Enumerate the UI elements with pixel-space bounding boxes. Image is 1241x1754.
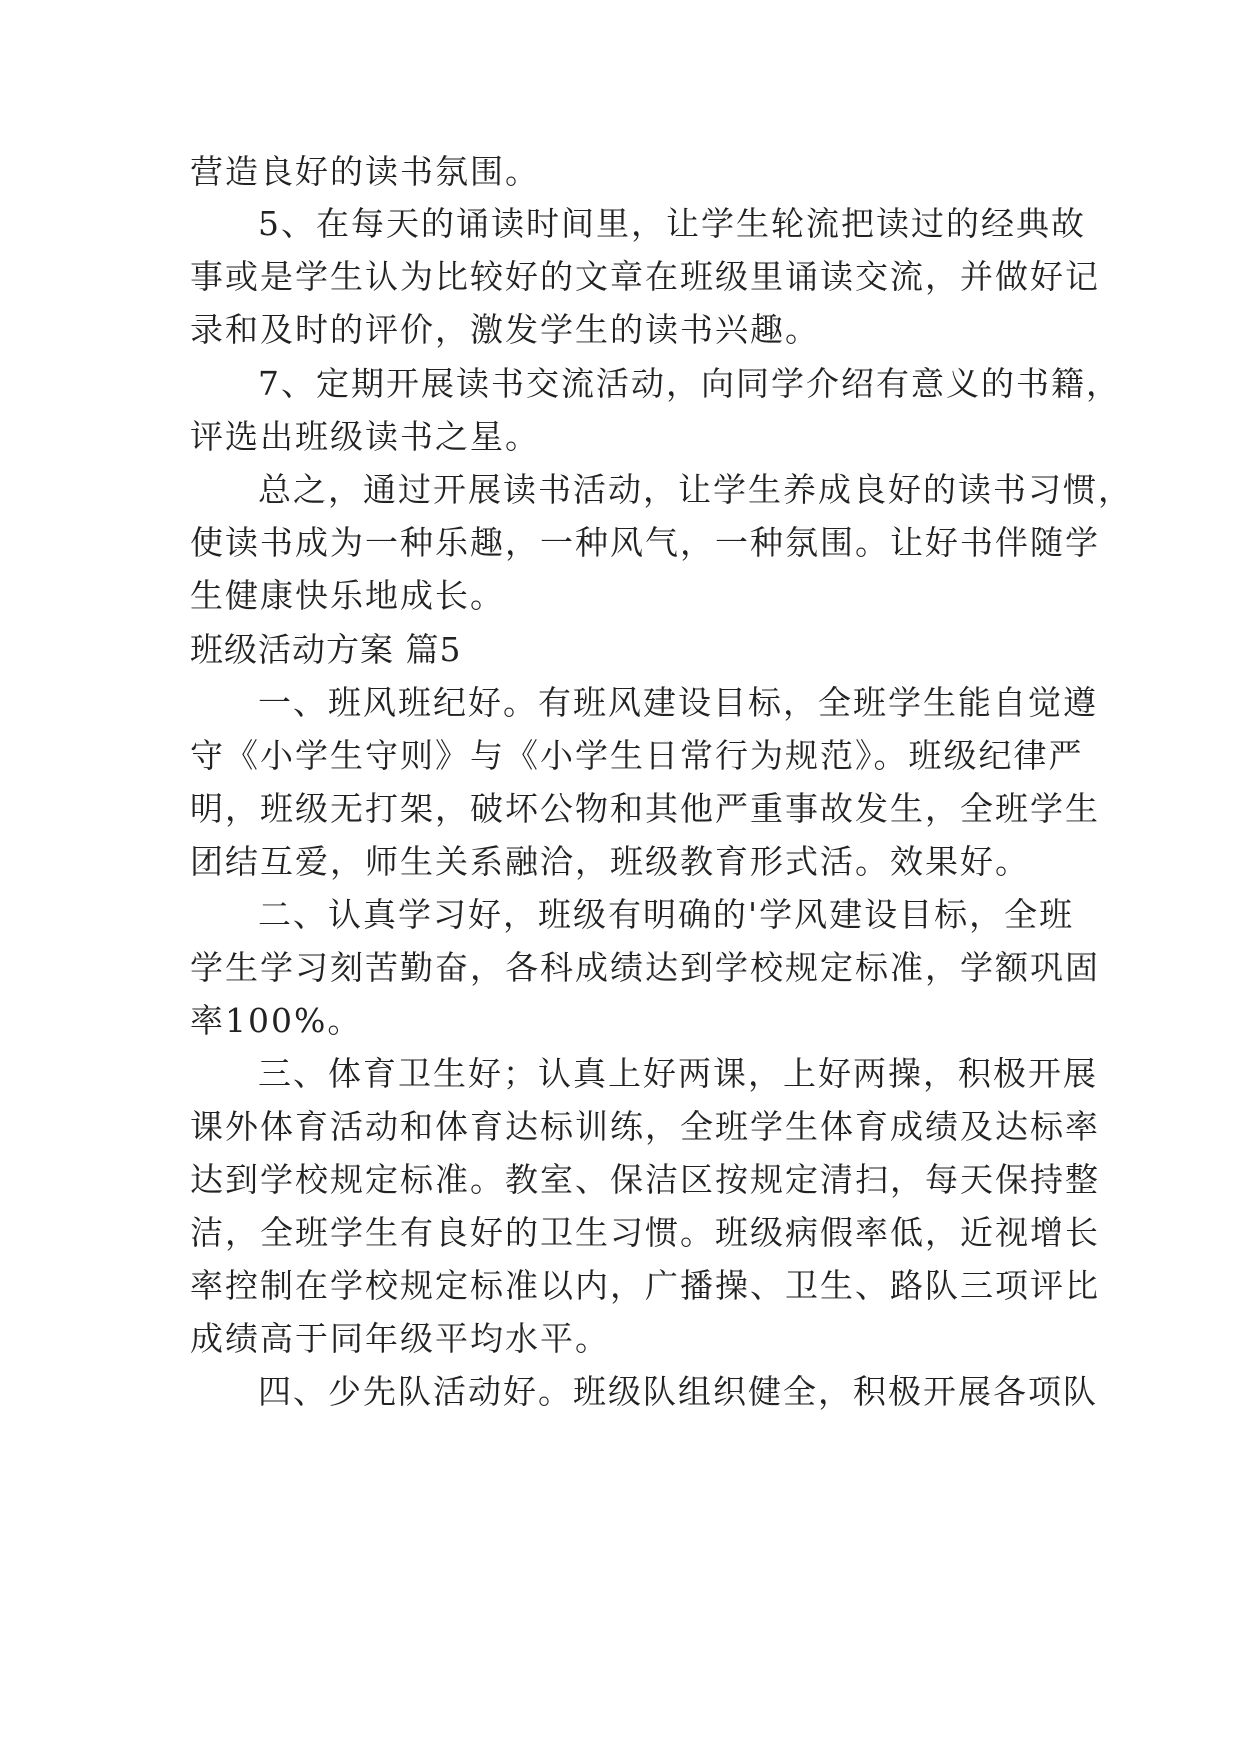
- text-line: 率控制在学校规定标准以内，广播操、卫生、路队三项评比: [190, 1266, 1100, 1305]
- text-line: 7、定期开展读书交流活动，向同学介绍有意义的书籍，: [258, 364, 1121, 403]
- text-line: 评选出班级读书之星。: [190, 417, 540, 456]
- text-line: 课外体育活动和体育达标训练，全班学生体育成绩及达标率: [190, 1107, 1100, 1146]
- text-line: 营造良好的读书氛围。: [190, 152, 540, 191]
- text-line: 二、认真学习好，班级有明确的'学风建设目标，全班: [258, 895, 1075, 934]
- text-line: 学生学习刻苦勤奋，各科成绩达到学校规定标准，学额巩固: [190, 948, 1100, 987]
- text-line: 一、班风班纪好。有班风建设目标，全班学生能自觉遵: [258, 683, 1098, 722]
- text-line: 四、少先队活动好。班级队组织健全，积极开展各项队: [258, 1372, 1098, 1411]
- text-line: 洁，全班学生有良好的卫生习惯。班级病假率低，近视增长: [190, 1213, 1100, 1252]
- text-line: 总之，通过开展读书活动，让学生养成良好的读书习惯，: [258, 470, 1133, 509]
- section-heading: 班级活动方案 篇5: [190, 630, 462, 669]
- text-line: 达到学校规定标准。教室、保洁区按规定清扫，每天保持整: [190, 1160, 1100, 1199]
- text-line: 成绩高于同年级平均水平。: [190, 1319, 610, 1358]
- text-line: 使读书成为一种乐趣，一种风气，一种氛围。让好书伴随学: [190, 523, 1100, 562]
- text-line: 生健康快乐地成长。: [190, 576, 505, 615]
- text-line: 率100%。: [190, 1001, 363, 1040]
- text-line: 录和及时的评价，激发学生的读书兴趣。: [190, 310, 820, 349]
- text-line: 5、在每天的诵读时间里，让学生轮流把读过的经典故: [258, 204, 1086, 243]
- text-line: 三、体育卫生好；认真上好两课，上好两操，积极开展: [258, 1054, 1098, 1093]
- text-line: 团结互爱，师生关系融洽，班级教育形式活。效果好。: [190, 842, 1030, 881]
- text-line: 事或是学生认为比较好的文章在班级里诵读交流，并做好记: [190, 257, 1100, 296]
- text-line: 明，班级无打架，破坏公物和其他严重事故发生，全班学生: [190, 789, 1100, 828]
- text-line: 守《小学生守则》与《小学生日常行为规范》。班级纪律严: [190, 736, 1084, 775]
